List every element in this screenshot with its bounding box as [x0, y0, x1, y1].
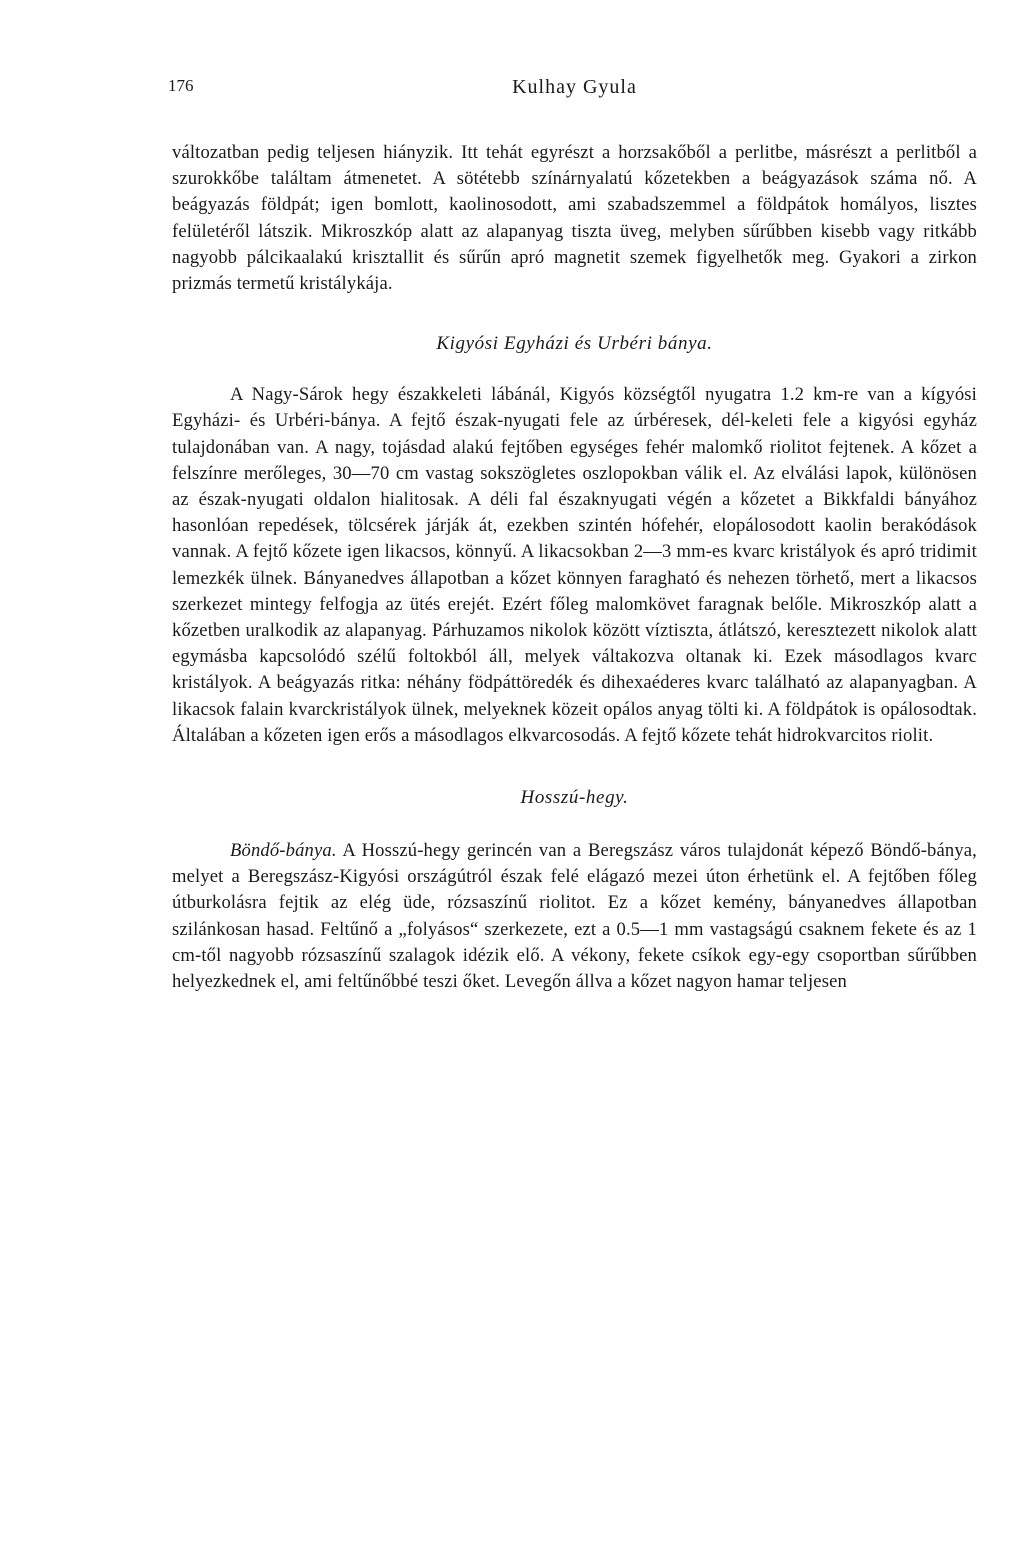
paragraph-3-body: A Hosszú-hegy gerincén van a Beregszász város tulajdonát képező Böndő-bánya, melyet a Beregszász-Kigyósi országútról észak felé elágazó mezei úton érhetünk el. A fejtőben főleg útburkolásra fejtik az elég üde, rózsaszínű riolitot. Ez a kőzet kemény, bányanedves állapotban szilánkosan hasad. Feltűnő a „folyásos“ szerkezete, ezt a 0.5—1 mm vastagságú csaknem fekete és az 1 cm-től nagyobb rózsaszínű szalagok idézik elő. A vékony, fekete csíkok egy-egy csoportban sűrűbben helyezkednek el, ami feltűnőbbé teszi őket. Levegőn állva a kőzet nagyon hamar teljesen	[172, 840, 977, 993]
page	[168, 70, 977, 995]
section-heading-hosszu-hegy: Hosszú-hegy.	[520, 787, 629, 809]
paragraph-1: változatban pedig teljesen hiányzik. Itt tehát egyrészt a horzsakőből a perlitbe, másrészt a perlitből a szurokkőbe találtam átmenetet. A sötétebb színárnyalatú kőzetekben a beágyazások száma nő. A beágyazás földpát; igen bomlott, kaolinosodott, ami szabadszemmel a földpátok homályos, lisztes felületéről látszik. Mikroszkóp alatt az alapanyag tiszta üveg, melyben sűrűbben kisebb vagy ritkább nagyobb pálcikaalakú krisztallit és sűrűn apró magnetit szemek figyelhetők meg. Gyakori a zirkon prizmás termetű kristálykája.	[172, 142, 977, 295]
paragraph-3-lead: Böndő-bánya.	[230, 840, 337, 862]
section-heading-kigyosi-banya: Kigyósi Egyházi és Urbéri bánya.	[436, 333, 713, 355]
paragraph-3	[172, 838, 977, 995]
running-header	[168, 70, 977, 110]
running-title: Kulhay Gyula	[512, 76, 637, 98]
paragraph-2: A Nagy-Sárok hegy északkeleti lábánál, Kigyós községtől nyugatra 1.2 km-re van a kígyósi Egyházi- és Urbéri-bánya. A fejtő észak-nyugati fele az úrbéresek, dél-keleti fele a kigyósi egyház tulajdonában van. A nagy, tojásdad alakú fejtőben egységes fehér malomkő riolitot fejtenek. A kőzet a felszínre merőleges, 30—70 cm vastag sokszögletes oszlopokban válik el. Az elválási lapok, különösen az észak-nyugati oldalon hialitosak. A déli fal északnyugati végén a kőzetet a Bikkfaldi bányához hasonlóan repedések, tölcsérek járják át, ezekben szintén hófehér, elopálosodott kaolin berakódások vannak. A fejtő kőzete igen likacsos, könnyű. A likacsokban 2—3 mm-es kvarc kristályok és apró tridimit lemezkék ülnek. Bányanedves állapotban a kőzet könnyen faragható és nehezen törhető, mert a likacsos szerkezet mintegy felfogja az ütés erejét. Ezért főleg malomkövet faragnak belőle. Mikroszkóp alatt a kőzetben uralkodik az alapanyag. Párhuzamos nikolok között víztiszta, átlátszó, keresztezett nikolok alatt egymásba kapcsolódó szélű foltokból áll, melyek váltakozva oltanak ki. Ezek másodlagos kvarc kristályok. A beágyazás ritka: néhány födpáttöredék és dihexaéderes kvarc található az alapanyagban. A likacsok falain kvarckristályok ülnek, melyeknek közeit opálos anyag tölti ki. A földpátok is opálosodtak. Általában a kőzeten igen erős a másodlagos elkvarcosodás. A fejtő kőzete tehát hidrokvarcitos riolit.	[172, 384, 977, 746]
page-number: 176	[168, 76, 194, 95]
